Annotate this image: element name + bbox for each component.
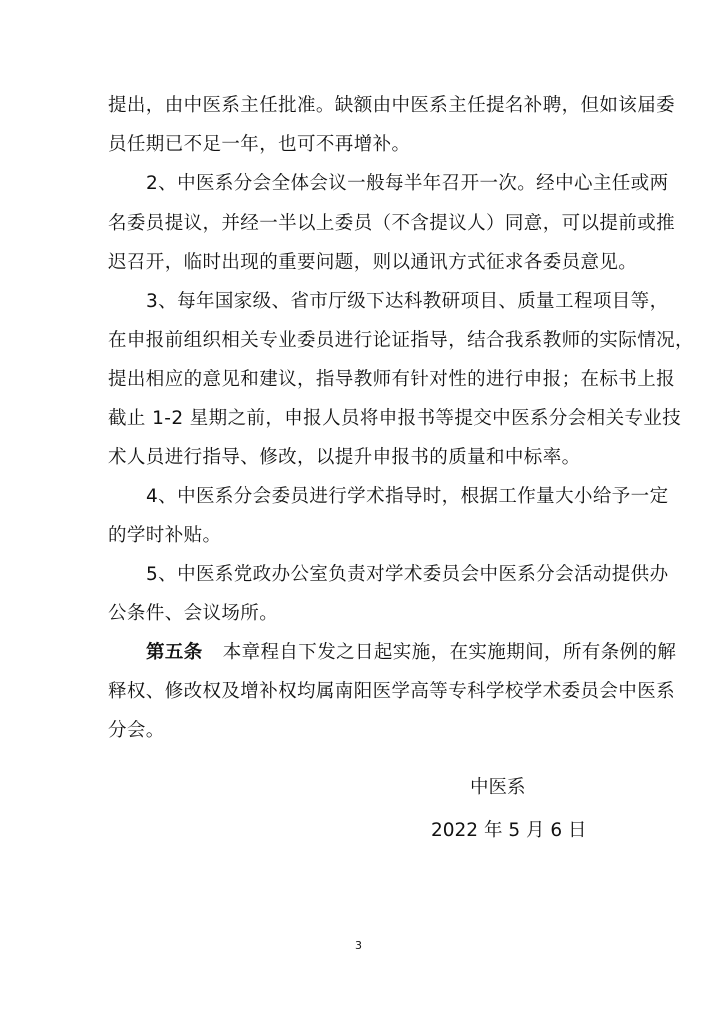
- paragraph-line: 员任期已不足一年，也可不再增补。: [108, 134, 411, 155]
- article-label: 第五条: [146, 642, 203, 663]
- paragraph-line: 分会。: [108, 720, 165, 741]
- paragraph-line: 2、中医系分会全体会议一般每半年召开一次。经中心主任或两: [146, 173, 669, 194]
- paragraph-line: 4、中医系分会委员进行学术指导时，根据工作量大小给予一定: [146, 486, 669, 507]
- paragraph-line: 5、中医系党政办公室负责对学术委员会中医系分会活动提供办: [146, 564, 669, 585]
- paragraph-line: 本章程自下发之日起实施，在实施期间，所有条例的解: [222, 642, 677, 663]
- paragraph-line: 术人员进行指导、修改，以提升申报书的质量和中标率。: [108, 447, 581, 468]
- paragraph-line: 3、每年国家级、省市厅级下达科教研项目、质量工程项目等，: [146, 291, 669, 312]
- paragraph-line: 公条件、会议场所。: [108, 603, 279, 624]
- paragraph-line: 提出，由中医系主任批准。缺额由中医系主任提名补聘，但如该届委: [108, 95, 676, 116]
- paragraph-line: 提出相应的意见和建议，指导教师有针对性的进行申报；在标书上报: [108, 369, 676, 390]
- page-number: 3: [355, 939, 362, 952]
- paragraph-line: 释权、修改权及增补权均属南阳医学高等专科学校学术委员会中医系: [108, 681, 676, 702]
- paragraph-line: 在申报前组织相关专业委员进行论证指导，结合我系教师的实际情况，: [108, 330, 694, 351]
- paragraph-line: 截止 1-2 星期之前，申报人员将申报书等提交中医系分会相关专业技: [108, 408, 682, 429]
- article-paragraph-first-line: [146, 641, 676, 665]
- signature-date: 2022 年 5 月 6 日: [431, 820, 587, 841]
- paragraph-line: 迟召开，临时出现的重要问题，则以通讯方式征求各委员意见。: [108, 252, 638, 273]
- signature-department: 中医系: [470, 777, 526, 798]
- paragraph-line: 的学时补贴。: [108, 525, 222, 546]
- paragraph-line: 名委员提议，并经一半以上委员（不含提议人）同意，可以提前或推: [108, 213, 676, 234]
